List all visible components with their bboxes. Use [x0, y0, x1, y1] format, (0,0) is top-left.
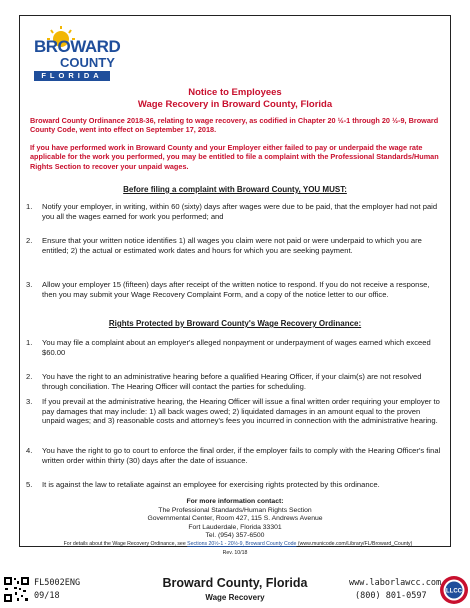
details-prefix: For details about the Wage Recovery Ordinance, see: [63, 541, 188, 547]
before-filing-heading: Before filing a complaint with Broward County, YOU MUST:: [123, 185, 347, 194]
eligibility-paragraph: If you have performed work in Broward County and your Employer either failed to pay or underpaid the wage rate applicable for the work you performed, you may be entitled to file a complaint with the Professional Standards/Human Rights Section to recover your unpaid wages.: [30, 143, 439, 171]
ordinance-details: [26, 541, 450, 547]
revision-date: Rev. 10/18: [222, 550, 248, 556]
footer-subtitle: Wage Recovery: [205, 593, 265, 602]
poster-footer: [0, 573, 470, 608]
code-sections-link[interactable]: Sections 20½-1 - 20½-9, Broward County Code: [187, 541, 297, 547]
form-date: 09/18: [34, 591, 60, 601]
contact-line: The Professional Standards/Human Rights Section: [158, 506, 312, 514]
item-number: 3.: [26, 397, 33, 406]
seal-text: LLCC: [446, 588, 462, 595]
item-text: You have the right to go to court to enforce the final order, if the employer fails to comply with the Hearing Officer's final written order within thirty (30) days after the date of issuance.: [42, 446, 441, 465]
item-text: Notify your employer, in writing, within 60 (sixty) days after wages were due to be paid, that the employer had not paid you all the wages earned for work you performed; and: [42, 202, 438, 221]
phone-number: (800) 801-0597: [355, 591, 427, 601]
item-number: 2.: [26, 236, 33, 245]
contact-line: Governmental Center, Room 427, 115 S. Andrews Avenue: [147, 515, 323, 523]
item-number: 5.: [26, 480, 33, 489]
item-number: 3.: [26, 280, 33, 289]
item-text: You may file a complaint about an employer's alleged nonpayment or underpayment of wages earned which exceed $60.00: [42, 338, 431, 357]
details-suffix: (www.municode.com/Library/FL/Broward_County): [296, 541, 413, 547]
llcc-seal-icon: [439, 575, 469, 605]
contact-heading: For more information contact:: [186, 498, 284, 505]
broward-county-logo: [29, 25, 121, 85]
item-text: It is against the law to retaliate against an employee for exercising rights protected by this ordinance.: [42, 480, 380, 489]
notice-frame: [19, 15, 451, 556]
item-number: 1.: [26, 338, 33, 347]
website-link[interactable]: www.laborlawcc.com: [349, 578, 442, 588]
item-text: You have the right to an administrative hearing before a qualified Hearing Officer, if your claim(s) are not resolved through conciliation. The Hearing Officer will contact the parties for scheduling.: [42, 372, 422, 391]
logo-county-text: COUNTY: [60, 55, 115, 70]
item-text: Ensure that your written notice identifies 1) all wages you claim were not paid or were underpaid to which you are entitled; 2) the actual or estimated work dates and hours for which you are seeking payment.: [42, 236, 422, 255]
contact-line: Fort Lauderdale, Florida 33301: [188, 523, 282, 531]
footer-title: Broward County, Florida: [162, 576, 308, 590]
item-number: 4.: [26, 446, 33, 455]
title-line-1: Notice to Employees: [188, 87, 282, 98]
contact-phone: Tel. (954) 357-6500: [205, 532, 265, 540]
ordinance-paragraph: Broward County Ordinance 2018-36, relating to wage recovery, as codified in Chapter 20 ½-1 through 20 ½-9, Broward County Code, went into effect on September 17, 2018.: [30, 116, 439, 135]
logo-florida-bar: FLORIDA: [34, 71, 110, 81]
title-line-2: Wage Recovery in Broward County, Florida: [137, 99, 333, 110]
contact-info: [20, 498, 450, 541]
item-text: If you prevail at the administrative hearing, the Hearing Officer will issue a final written order requiring your employer to pay damages that may include: 1) all back wages owed; 2) liquidated damages in an amount equal to the proven unpaid wages; and 3) reasonable costs and attorney's fees you incurred in connection with the administrative hearing.: [42, 397, 440, 426]
logo-broward-text: BROWARD: [34, 37, 121, 56]
rights-heading: Rights Protected by Broward County's Wage Recovery Ordinance:: [108, 319, 362, 328]
item-number: 1.: [26, 202, 33, 211]
form-code: FL5002ENG: [34, 578, 81, 588]
item-number: 2.: [26, 372, 33, 381]
item-text: Allow your employer 15 (fifteen) days after receipt of the written notice to respond. If you do not receive a response, then you may submit your Wage Recovery Complaint Form, and a copy of the notice letter to our office.: [42, 280, 430, 299]
notice-title: [20, 87, 450, 111]
